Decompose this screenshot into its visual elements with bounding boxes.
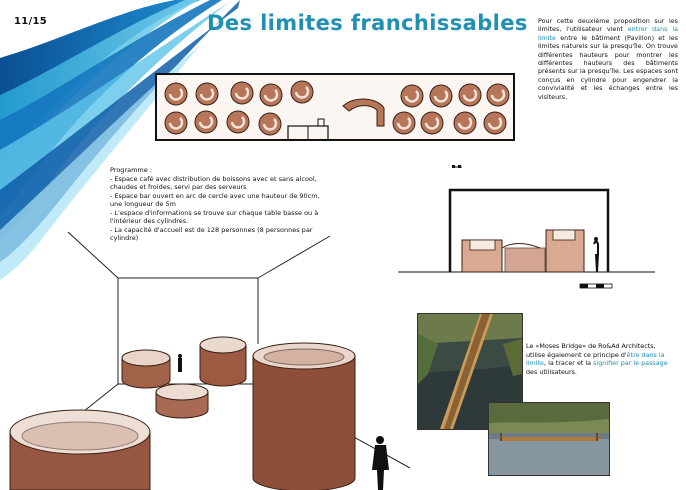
intro-text-1: Pour cette deuxième proposition sur les limites, l'utilisateur vient (538, 17, 678, 34)
moses-highlight-2: signifier par le passage (593, 359, 668, 368)
program-item: - L'espace d'informations se trouve sur chaque table basse ou à l'intérieur des cylindres. (110, 208, 319, 225)
program-item: - La capacité d'accueil est de 128 personnes (8 personnes par cylindre) (110, 225, 313, 242)
program-item: - Espace café avec distribution de boissons avec et sans alcool, chaudes et froides, servi par des serveurs (110, 174, 317, 191)
page-title: Des limites franchissables (207, 11, 528, 35)
intro-text-2: entre le bâtiment (Pavillon) et les limites naturels sur la presqu'île. On trouve différentes hauteurs pour montrer les différentes hauteurs des bâtiments présents sur la presqu'île. Les espaces sont conçus en cylindre pour engendrer la convivialité et les échanges entre les visiteurs. (538, 33, 678, 101)
moses-bridge-water-art (489, 403, 609, 475)
moses-bridge-caption (526, 342, 674, 376)
program-item: - Espace bar ouvert en arc de cercle avec une hauteur de 90cm, une longueur de 5m (110, 191, 320, 208)
program-heading: Programme : (110, 166, 153, 174)
intro-highlight: entrer dans la limite (538, 25, 679, 42)
moses-text-2: , la tracer et la (544, 359, 594, 368)
moses-text-3: des utilisateurs. (526, 367, 577, 376)
moses-text-1: Le «Moses Bridge» de Ro&Ad Architects, utilise également ce principe d' (526, 342, 656, 359)
moses-bridge-photo-water (488, 402, 610, 476)
moses-highlight-1: être dans la limite (526, 350, 665, 368)
page-number: 11/15 (14, 16, 47, 27)
